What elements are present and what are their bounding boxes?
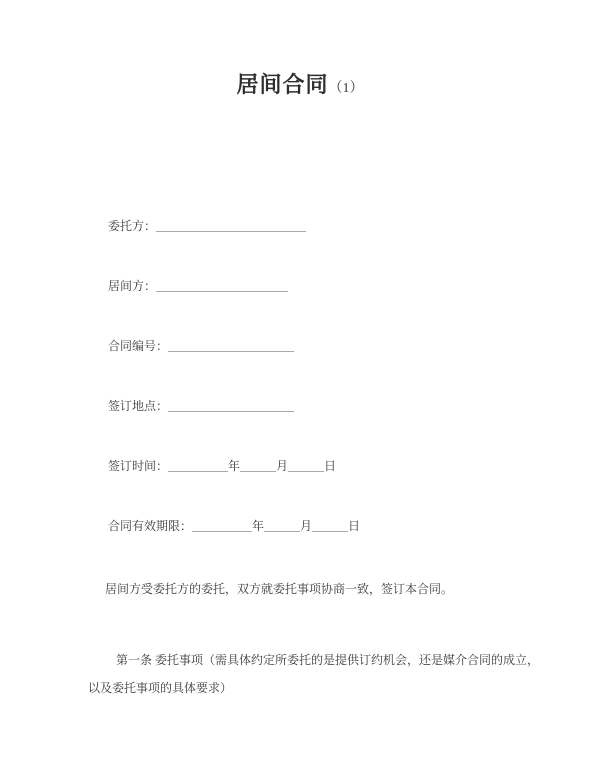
- document-title-text: 居间合同: [236, 72, 329, 97]
- field-row-signing-time: [108, 458, 336, 474]
- clause-1-paragraph: [88, 646, 539, 702]
- client-blank-line[interactable]: _________________________: [156, 219, 307, 233]
- contract-number-blank-line[interactable]: _____________________: [168, 339, 295, 353]
- validity-period-label: 合同有效期限：: [108, 519, 193, 533]
- month-unit-label: 月: [300, 519, 313, 533]
- validity-day-blank[interactable]: ______: [312, 519, 349, 533]
- signing-place-blank-line[interactable]: _____________________: [168, 399, 295, 413]
- day-unit-label: 日: [348, 519, 361, 533]
- signing-time-day-blank[interactable]: ______: [288, 459, 325, 473]
- broker-label: 居间方：: [108, 279, 157, 293]
- field-row-broker: [108, 278, 288, 294]
- document-title-number: （1）: [328, 81, 364, 96]
- month-unit-label: 月: [276, 459, 289, 473]
- clause-1-line-2: 以及委托事项的具体要求）: [88, 681, 233, 695]
- field-row-validity-period: [108, 518, 360, 534]
- validity-month-blank[interactable]: ______: [264, 519, 301, 533]
- signing-time-month-blank[interactable]: ______: [240, 459, 277, 473]
- year-unit-label: 年: [252, 519, 265, 533]
- field-row-signing-place: [108, 398, 294, 414]
- broker-blank-line[interactable]: ______________________: [156, 279, 289, 293]
- field-row-contract-number: [108, 338, 294, 354]
- signing-time-year-blank[interactable]: __________: [168, 459, 229, 473]
- clause-1-line-1: 第一条 委托事项（需具体约定所委托的是提供订约机会，还是媒介合同的成立，: [116, 653, 540, 667]
- client-label: 委托方：: [108, 219, 157, 233]
- validity-year-blank[interactable]: __________: [192, 519, 253, 533]
- field-row-client: [108, 218, 306, 234]
- signing-time-label: 签订时间：: [108, 459, 169, 473]
- intro-paragraph: 居间方受委托方的委托，双方就委托事项协商一致，签订本合同。: [105, 582, 454, 596]
- document-title: [0, 68, 600, 99]
- contract-number-label: 合同编号：: [108, 339, 169, 353]
- signing-place-label: 签订地点：: [108, 399, 169, 413]
- year-unit-label: 年: [228, 459, 241, 473]
- day-unit-label: 日: [324, 459, 337, 473]
